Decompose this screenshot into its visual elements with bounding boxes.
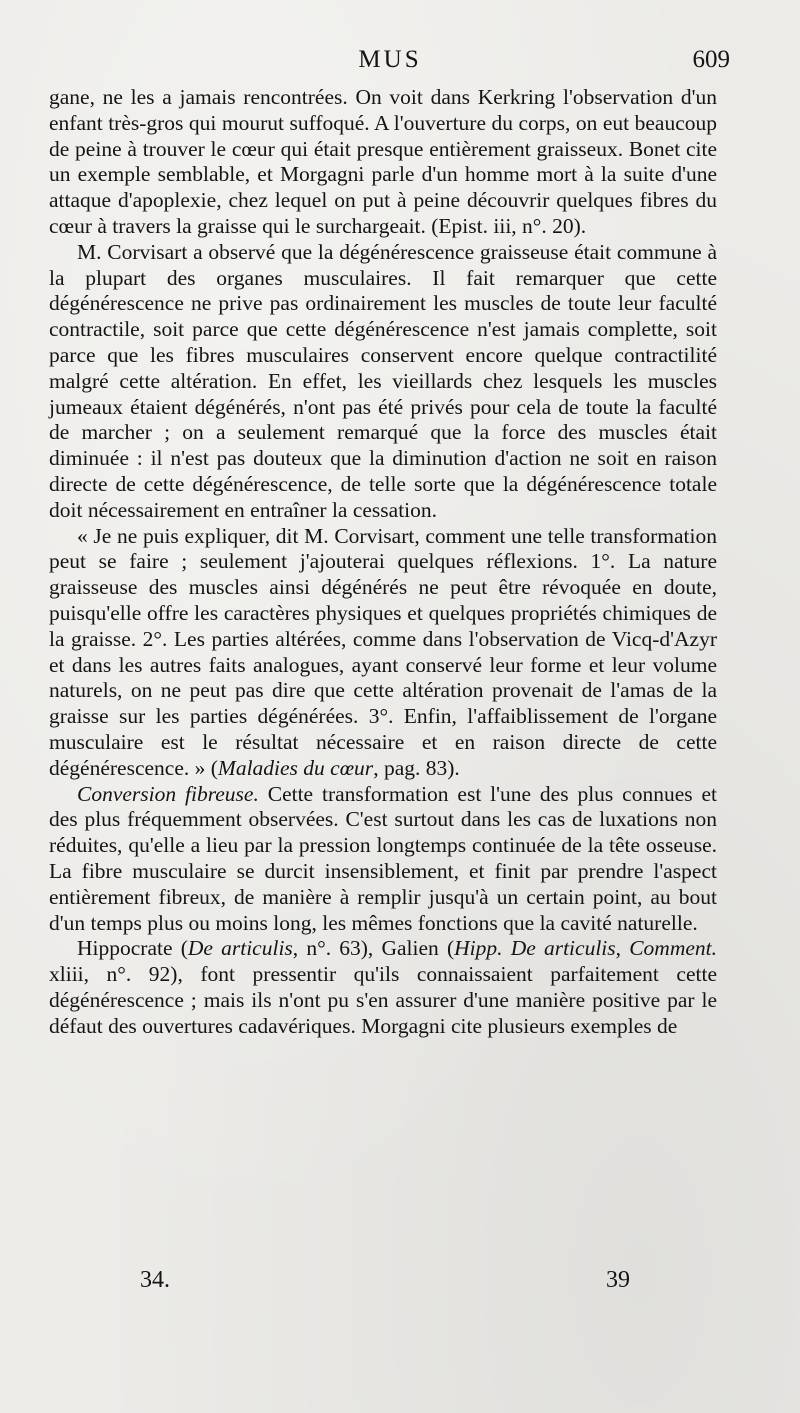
text-run: , pag. 83).: [373, 755, 460, 780]
text-run: ,: [615, 936, 630, 961]
paragraph: [49, 936, 717, 1039]
italic-text: Comment.: [629, 936, 718, 961]
signature-mark: 34.: [140, 1267, 170, 1293]
italic-text: Maladies du cœur: [217, 755, 374, 780]
paragraph: [49, 782, 717, 937]
text-run: gane, ne les a jamais rencontrées. On voit dans Kerkring l'observation d'un enfant très-gros qui mourut suffoqué. A l'ouverture du corps, on eut beaucoup de peine à trouver le cœur qui était presque entièrement graisseux. Bonet cite un exemple semblable, et Morgagni parle d'un homme mort à la suite d'une attaque d'apoplexie, chez lequel on put à peine découvrir quelques fibres du cœur à travers la graisse qui le surchargeait. (Epist. iii, n°. 20).: [49, 85, 717, 238]
italic-text: De articulis: [187, 936, 293, 961]
paragraph: [49, 85, 717, 240]
paragraph: [49, 524, 717, 782]
text-run: « Je ne puis expliquer, dit M. Corvisart, comment une telle transformation peut se faire ; seulement j'ajouterai quelques réflexions. 1°. La nature graisseuse des muscles ainsi dégénérés ne peut être révoquée en doute, puisqu'elle offre les caractères physiques et quelques propriétés chimiques de la graisse. 2°. Les parties altérées, comme dans l'observation de Vicq-d'Azyr et dans les autres faits analogues, ayant conservé leur forme et leur volume naturels, on ne peut pas dire que cette altération provenait de l'amas de la graisse sur les parties dégénérées. 3°. Enfin, l'affaiblissement de l'organe musculaire est le résultat nécessaire et en raison directe de cette dégénérescence. » (: [49, 523, 717, 780]
text-run: , n°. 63), Galien (: [292, 936, 455, 961]
page-footer: [140, 1267, 630, 1303]
italic-text: Hipp. De articulis: [454, 936, 616, 961]
paragraph: [49, 240, 717, 524]
body-text: [49, 85, 717, 1039]
page-number: 609: [692, 46, 730, 73]
page-header: [50, 46, 730, 86]
sheet-number: 39: [606, 1267, 630, 1293]
text-run: Cette transformation est l'une des plus connues et des plus fréquemment observées. C'est surtout dans les cas de luxations non réduites, qu'elle a lieu par la pression longtemps continuée de la tête osseuse. La fibre musculaire se durcit insensiblement, et finit par prendre l'aspect entièrement fibreux, de manière à remplir jusqu'à un certain point, au bout d'un temps plus ou moins long, les mêmes fonctions que la cavité naturelle.: [49, 781, 717, 935]
text-run: M. Corvisart a observé que la dégénérescence graisseuse était commune à la plupart des organes musculaires. Il fait remarquer que cette dégénérescence ne prive pas ordinairement les muscles de toute leur faculté contractile, soit parce que cette dégénérescence n'est jamais complette, soit parce que les fibres musculaires conservent encore quelque contractilité malgré cette altération. En effet, les vieillards chez lesquels les muscles jumeaux étaient dégénérés, n'ont pas été privés pour cela de toute la faculté de marcher ; on a seulement remarqué que la force des muscles était diminuée : il n'est pas douteux que la diminution d'action ne soit en raison directe de cette dégénérescence, de telle sorte que la dégénérescence totale doit nécessairement en entraîner la cessation.: [49, 239, 717, 522]
text-run: Hippocrate (: [77, 936, 188, 961]
text-run: xliii, n°. 92), font pressentir qu'ils connaissaient parfaitement cette dégénérescence ; mais ils n'ont pu s'en assurer d'une manière positive par le défaut des ouvertures cadavériques. Morgagni cite plusieurs exemples de: [49, 962, 717, 1038]
italic-text: Conversion fibreuse.: [77, 781, 259, 806]
running-title: MUS: [358, 46, 422, 73]
